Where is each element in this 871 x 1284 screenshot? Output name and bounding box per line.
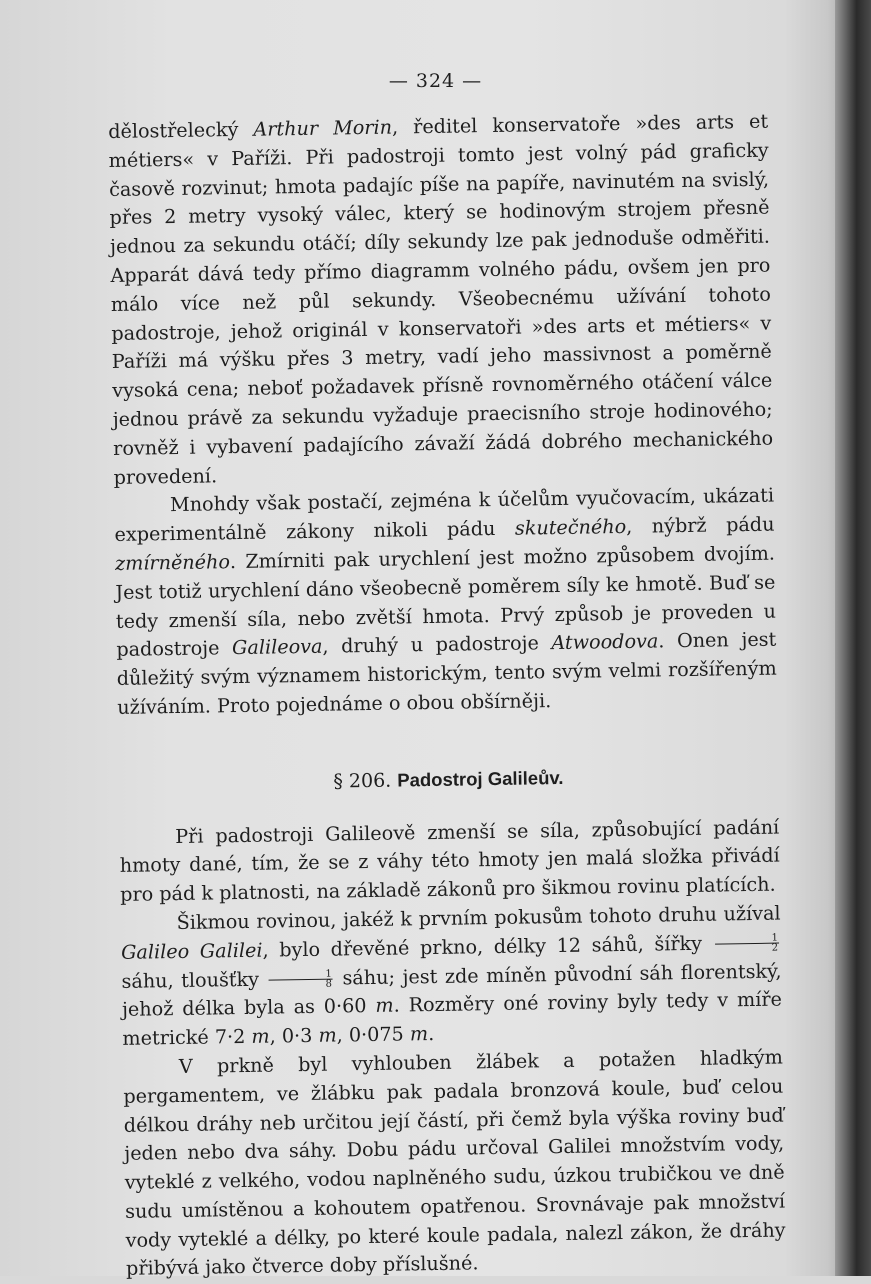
- section-title: Padostroj Galileův.: [397, 766, 564, 791]
- paragraph-5: V prkně byl vyhlouben žlábek a potažen hladkým pergamentem, ve žlábku pak padala bronzová koule, buď celou délkou dráhy neb určitou její částí, při čemž byla výška roviny buď jeden nebo dva sáhy. Dobu pádu určoval Galilei množstvím vody, vyteklé z velkého, vodou naplněného sudu, úzkou trubičkou ve dně sudu umístěnou a kohoutem opatřenou. Srovnávaje pak množství vody vyteklé a délky, po které koule padala, nalezl zákon, že dráhy přibývá jako čtverce doby příslušné.: [123, 1045, 786, 1281]
- paragraph-2: Mnohdy však postačí, zejména k účelům vyučovacím, ukázati experimentálně zákony nikoli pádu skutečného, nýbrž pádu zmírněného. Zmírniti pak urychlení jest možno způsobem dvojím. Jest totiž urychlení dáno všeobecně poměrem síly ke hmotě. Buď se tedy zmenší síla, nebo zvětší hmota. Prvý způsob je proveden u padostroje Galileova, druhý u padostroje Atwoodova. Onen jest důležitý svým významem historickým, tento svým velmi rozšířeným užíváním. Proto pojednáme o obou obšírněji.: [114, 483, 777, 719]
- paragraph-1: dělostřelecký Arthur Morin, ředitel konservatoře »des arts et métiers« v Paříži. Při padostroji tomto jest volný pád graficky časově rozvinut; hmota padajíc píše na papíře, navinutém na svislý, přes 2 metry vysoký válec, který se hodinovým strojem přesně jednou za sekundu otáčí; díly sekundy lze pak jednoduše odměřiti. Apparát dává tedy přímo diagramm volného pádu, ovšem jen pro málo více než půl sekundy. Všeobecnému užívání tohoto padostroje, jehož originál v konservatoři »des arts et métiers« v Paříži má výšku přes 3 metry, vadí jeho massivnost a poměrně vysoká cena; neboť požadavek přísně rovnoměrného otáčení válce jednou právě za sekundu vyžaduje praecisního stroje hodinového; rovněž i vybavení padajícího závaží žádá dobrého mechanického provedení.: [108, 109, 774, 489]
- section-heading: [118, 760, 778, 799]
- paragraph-3: Při padostroji Galileově zmenší se síla, způsobující padání hmoty dané, tím, že se z váhy této hmoty jen malá složka přivádí pro pád k platnosti, na základě zákonů pro šikmou rovinu platících.: [119, 815, 780, 907]
- page-number: — 324 —: [388, 70, 483, 92]
- section-number: § 206.: [333, 769, 392, 793]
- person-name: Arthur Morin: [253, 115, 393, 141]
- page-edge-shadow: [835, 0, 871, 1276]
- body-text: [108, 108, 786, 1284]
- fraction-half: $\frac{1}{2}$: [715, 934, 780, 954]
- paragraph-4: Šikmou rovinou, jakéž k prvním pokusům tohoto druhu užíval Galileo Galilei, bylo dřevěné prkno, délky 12 sáhů, šířky $\frac{1}{2}$ sáhu, tloušťky $\frac{1}{8}$ sáhu; jest zde míněn původní sáh florentský, jehož délka byla as 0·60 m. Rozměry oné roviny byly tedy v míře metrické 7·2 m, 0·3 m, 0·075 m.: [120, 901, 783, 1050]
- fraction-eighth: $\frac{1}{8}$: [268, 970, 333, 990]
